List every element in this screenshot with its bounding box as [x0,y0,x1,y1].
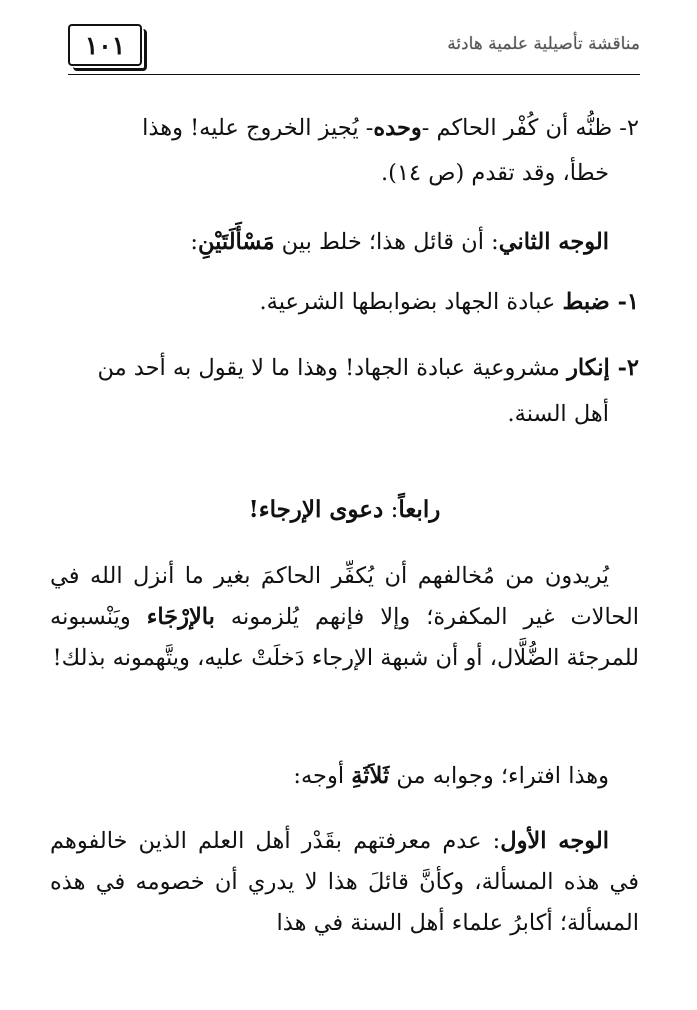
three-bold: ثَلاَثَةِ [351,763,390,789]
first-aspect-label: الوجه الأول [500,828,609,854]
point-1-bold: ضبط [562,289,610,315]
two-issues: مَسْأَلَتَيْنِ [197,229,275,255]
irja-bold: بالإرْجَاء [146,604,215,630]
second-aspect-text: : أن قائل هذا؛ خلط بين [274,229,499,255]
item-2 [50,108,639,149]
paragraph-answer-part1: وهذا افتراء؛ وجوابه من [389,763,609,789]
second-aspect [50,222,639,263]
paragraph-irja-part2: ويَنْسبونه للمرجئة الضُّلَّال، أو أن شبهة الإرجاء دَخلَتْ عليه، ويتَّهمونه بذلك! [50,604,639,671]
running-title: مناقشة تأصيلية علمية هادئة [447,34,640,54]
paragraph-answer-part2: أوجه: [293,763,352,789]
point-1-rest: عبادة الجهاد بضوابطها الشرعية. [259,289,563,315]
point-1-number: ١- [609,289,639,315]
item-2-rest: - يُجيز الخروج عليه! وهذا [142,115,374,141]
point-2 [50,348,639,389]
second-aspect-label: الوجه الثاني [498,229,609,255]
item-2-bold: وحده [373,115,422,141]
point-2-number: ٢- [609,355,639,381]
item-2-lead: ٢- ظنُّه أن كُفْر الحاكم - [421,115,639,141]
second-aspect-colon: : [190,229,198,255]
first-aspect [50,821,639,944]
paragraph-irja-part1: يُريدون من مُخالفهم أن يُكفِّر الحاكمَ بغير ما أنزل الله في الحالات غير المكفرة؛ وإلا فإنهم يُلزمونه [50,563,639,630]
heading-number: رابعاً [398,496,441,523]
point-2-rest: مشروعية عبادة الجهاد! وهذا ما لا يقول به أحد من [97,355,568,381]
item-2-continuation: خطأ، وقد تقدم (ص ١٤). [381,160,609,186]
paragraph-irja [50,556,639,679]
header-rule [68,74,640,75]
point-1 [50,282,639,323]
page-number: ١٠١ [84,30,126,60]
paragraph-answer [50,756,639,797]
point-2-bold: إنكار [567,355,610,381]
heading-title: دعوى الإرجاء! [248,496,384,523]
section-heading [50,489,639,531]
heading-sep: : [383,497,399,523]
point-2-continuation: أهل السنة. [507,401,609,427]
page-number-box [68,24,142,66]
first-aspect-text: : عدم معرفتهم بقَدْر أهل العلم الذين خالفوهم في هذه المسألة، وكأنَّ قائلَ هذا لا يدري أن خصومه في هذه المسألة؛ أكابرُ علماء أهل السنة في هذا [50,828,639,936]
